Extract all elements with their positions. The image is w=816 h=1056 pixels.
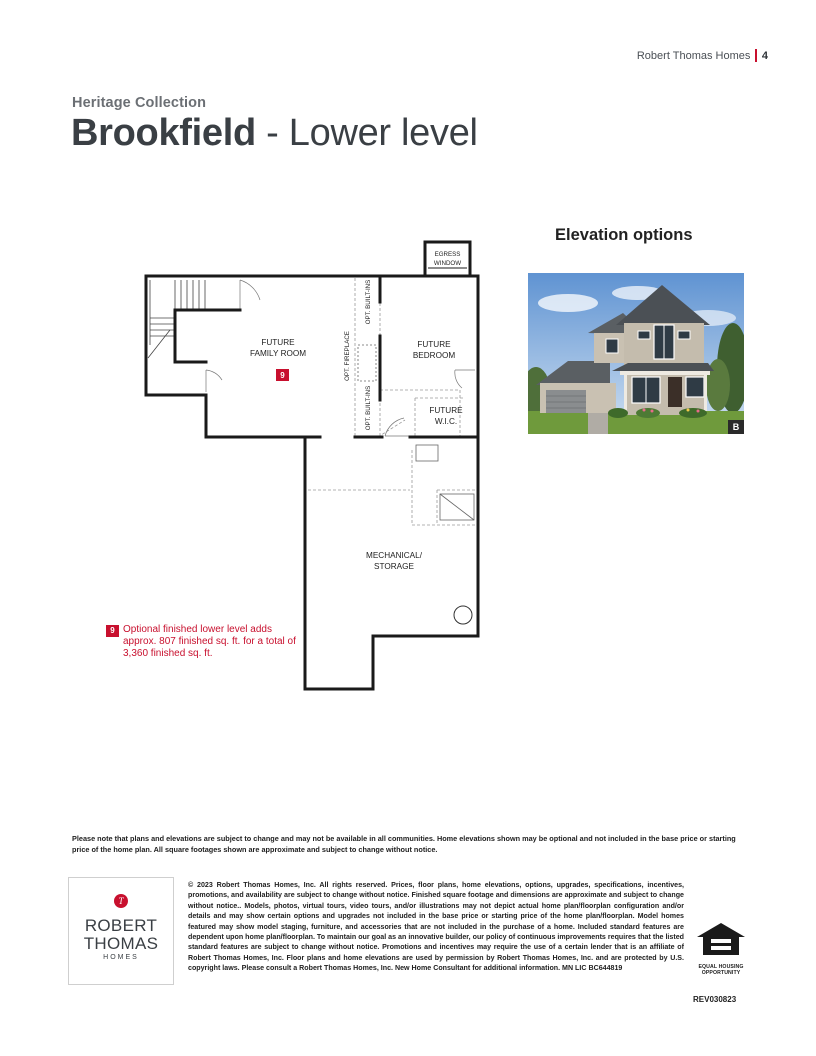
equal-housing-line1: EQUAL HOUSING [698,964,744,970]
robert-thomas-monogram-icon: T [114,894,128,908]
legal-text: © 2023 Robert Thomas Homes, Inc. All rights reserved. Prices, floor plans, home elevations, options, upgrades, specifications, incentives, promotions, and availability are subject to change without notice. Finished square footage and dimensions are approximate and subject to change without notice.. Models, photos, virtual tours, video tours, and/or illustrations may not depict actual home plan/floorplan configuration and/or details and may show certain options and upgrades not included in the base price or starting price of the home plan/floorplan. Model homes featured may show model staging, furniture, and accessories that are not included in the purchase of a home. Included standard features are dependent upon home plan/floorplan. To maintain our goal as an innovative builder, our policy of continuous improvements requires that the listed standard features are subject to change without notice. Promotions and incentives may require the use of a certain lender that is an affiliate of Robert Thomas Homes, Inc. Floor plans and home elevations are used by permission by Robert Thomas Homes, Inc. and are protected by U.S. copyright laws. Please consult a Robert Thomas Homes, Inc. New Home Consultant for additional information. MN LIC BC644819 [188,881,684,973]
option-note-badge: 9 [106,625,119,637]
fireplace-label: OPT. FIREPLACE [344,331,351,381]
plan-disclaimer: Please note that plans and elevations are subject to change and may not be available in all communities. Home elevations shown may be optional and not included in the base price or starting price of the home plan. All square footages shown are approximate and subject to change without notice. [72,834,736,854]
dashed-guides [308,278,478,525]
logo-line-2: THOMAS [83,934,159,953]
page-number: 4 [761,49,768,62]
elevation-image [528,273,744,434]
svg-text:9: 9 [280,371,285,380]
company-logo [68,877,174,985]
option-note [106,624,306,660]
elevation-badge: B [728,420,744,434]
family-room-label-line2: FAMILY ROOM [249,349,307,358]
house-illustration [528,273,744,434]
header-brand: Robert Thomas Homes [636,49,751,62]
mechanical-label-line1: MECHANICAL/ [366,551,422,560]
elevation-heading: Elevation options [555,226,693,244]
option-badge-floorplan [276,369,289,381]
title-dash: - [255,112,289,154]
equal-housing-line2: OPPORTUNITY [701,970,741,976]
egress-window [425,242,470,276]
revision-code: REV030823 [693,995,737,1004]
mechanical-label-line2: STORAGE [374,562,414,571]
builtins-bottom-label: OPT. BUILT-INS [365,385,372,431]
option-note-text: Optional finished lower level adds approx. 807 finished sq. ft. for a total of 3,360 finished sq. ft. [123,624,296,659]
wic-label-line2: W.I.C. [434,417,458,426]
collection-name: Heritage Collection [72,95,207,111]
bedroom-label-line2: BEDROOM [412,351,456,360]
bedroom-label-line1: FUTURE [417,340,451,349]
plan-name: Brookfield [71,112,256,154]
builtins-top-label: OPT. BUILT-INS [365,279,372,325]
family-room-label-line1: FUTURE [261,338,295,347]
plan-level: Lower level [288,112,478,154]
egress-label-line2: WINDOW [433,260,462,267]
logo-line-3: HOMES [103,954,139,961]
equal-housing-icon [695,921,747,957]
logo-line-1: ROBERT [84,916,158,935]
equal-housing-logo [693,921,749,976]
wic-label-line1: FUTURE [429,406,463,415]
egress-label-line1: EGRESS [434,251,461,258]
mechanical-fixtures [358,345,474,624]
